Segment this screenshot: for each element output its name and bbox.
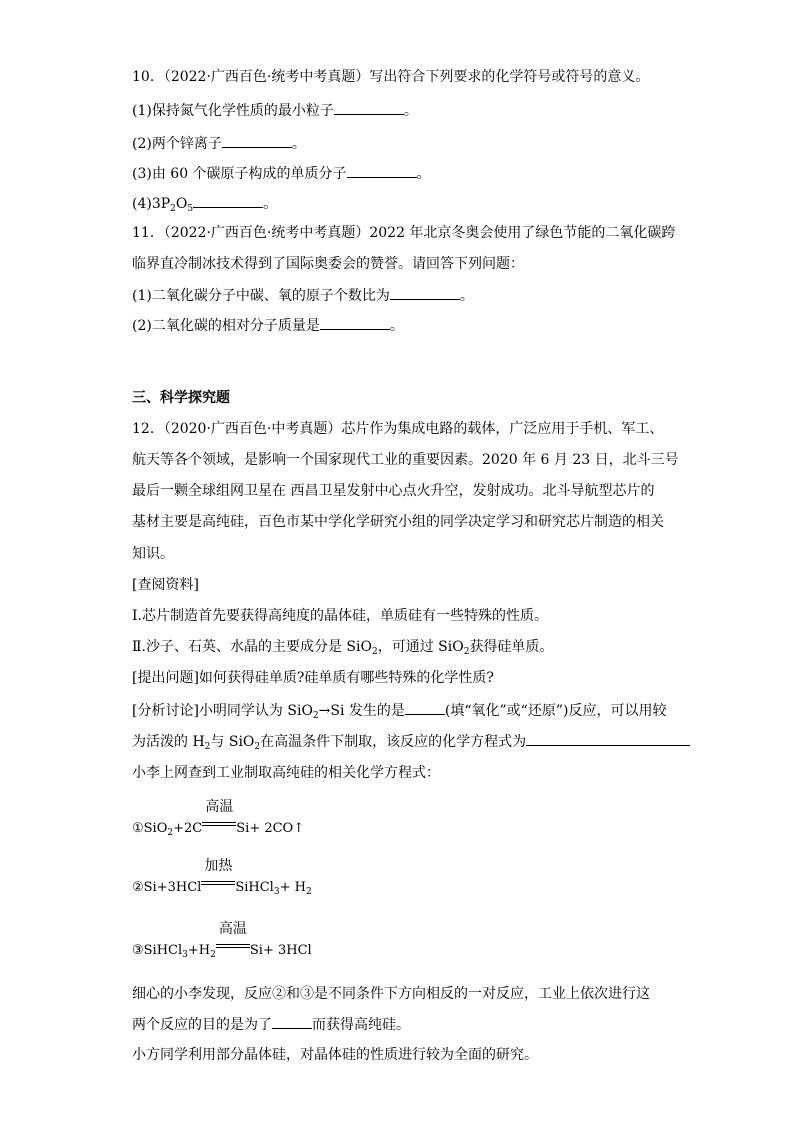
ref-item-1: Ⅰ.芯片制造首先要获得高纯度的晶体硅，单质硅有一些特殊的性质。: [132, 608, 548, 624]
section-title: 三、科学探究题: [132, 390, 230, 406]
q10-part1: (1)保持氮气化学性质的最小粒子 。: [132, 100, 418, 121]
equation-3: $③SiHCl_3+H_2$ 高温 Si+ 3HCl: [132, 921, 312, 960]
q11-part2: (2)二氧化碳的相对分子质量是 。: [132, 315, 404, 336]
answer-blank[interactable]: [390, 285, 460, 300]
xiaoli-line: 小李上网查到工业制取高纯硅的相关化学方程式：: [132, 765, 440, 781]
answer-blank[interactable]: [320, 315, 390, 330]
h2-line: 为活泼的 $H_2$与 SiO$_2$在高温条件下制取，该反应的化学方程式为: [132, 731, 690, 757]
answer-blank[interactable]: [347, 163, 417, 178]
ref-item-2: Ⅱ.沙子、石英、水晶的主要成分是 SiO$_2$，可通过 SiO$_2$获得硅单质。: [132, 639, 554, 657]
analysis-line: [分析讨论]小明同学认为 SiO$_2$→Si 发生的是 (填“氧化”或“还原”)反应，可以用较: [132, 700, 666, 726]
q10-part3: (3)由 60 个碳原子构成的单质分子 。: [132, 163, 431, 184]
xiaofang-line: 小方同学利用部分晶体硅，对晶体硅的性质进行较为全面的研究。: [132, 1047, 538, 1063]
q10-part2: (2)两个锌离子 。: [132, 133, 306, 154]
raise-question: [提出问题]如何获得硅单质?硅单质有哪些特殊的化学性质?: [132, 670, 494, 686]
q11-part1: (1)二氧化碳分子中碳、氧的原子个数比为 。: [132, 285, 474, 306]
equation-blank[interactable]: [526, 731, 690, 746]
answer-blank[interactable]: [272, 1014, 312, 1029]
answer-blank[interactable]: [334, 100, 404, 115]
q10-intro: 10．（2022·广西百色·统考中考真题）写出符合下列要求的化学符号或符号的意义。: [132, 69, 650, 85]
reaction-condition-sign: 高温: [216, 936, 250, 954]
reaction-condition-sign: 高温: [202, 814, 236, 832]
observation-line2: 两个反应的目的是为了 而获得高纯硅。: [132, 1014, 410, 1035]
q12-line4: 基材主要是高纯硅，百色市某中学化学研究小组的同学决定学习和研究芯片制造的相关: [132, 514, 664, 530]
q12-line3: 最后一颗全球组网卫星在 西昌卫星发射中心点火升空，发射成功。北斗导航型芯片的: [132, 483, 655, 499]
q11-line2: 临界直冷制冰技术得到了国际奥委会的赞誉。请回答下列问题：: [132, 256, 524, 272]
q10-part4: $(4)3P_2O_5$ 。: [132, 193, 277, 219]
equation-2: ②Si+3HCl 加热 SiHCl$_3$+ $H_2$: [132, 858, 312, 897]
observation-line1: 细心的小李发现，反应②和③是不同条件下方向相反的一对反应，工业上依次进行这: [132, 986, 650, 1002]
q11-line1: 11．（2022·广西百色·统考中考真题）2022 年北京冬奥会使用了绿色节能的二氧化碳跨: [132, 225, 676, 241]
reaction-condition-sign: 加热: [201, 873, 235, 891]
q12-line1: 12．（2020·广西百色·中考真题）芯片作为集成电路的载体，广泛应用于手机、军工、: [132, 421, 664, 437]
ref-heading: [查阅资料]: [132, 577, 199, 593]
equation-1: ①SiO$_2$+2C 高温 Si+ 2CO↑: [132, 799, 305, 838]
q12-line5: 知识。: [132, 546, 174, 562]
answer-blank[interactable]: [405, 700, 445, 715]
answer-blank[interactable]: [193, 193, 263, 208]
answer-blank[interactable]: [222, 133, 292, 148]
q12-line2: 航天等各个领域，是影响一个国家现代工业的重要因素。2020 年 6 月 23 日，北斗三号: [132, 452, 679, 468]
